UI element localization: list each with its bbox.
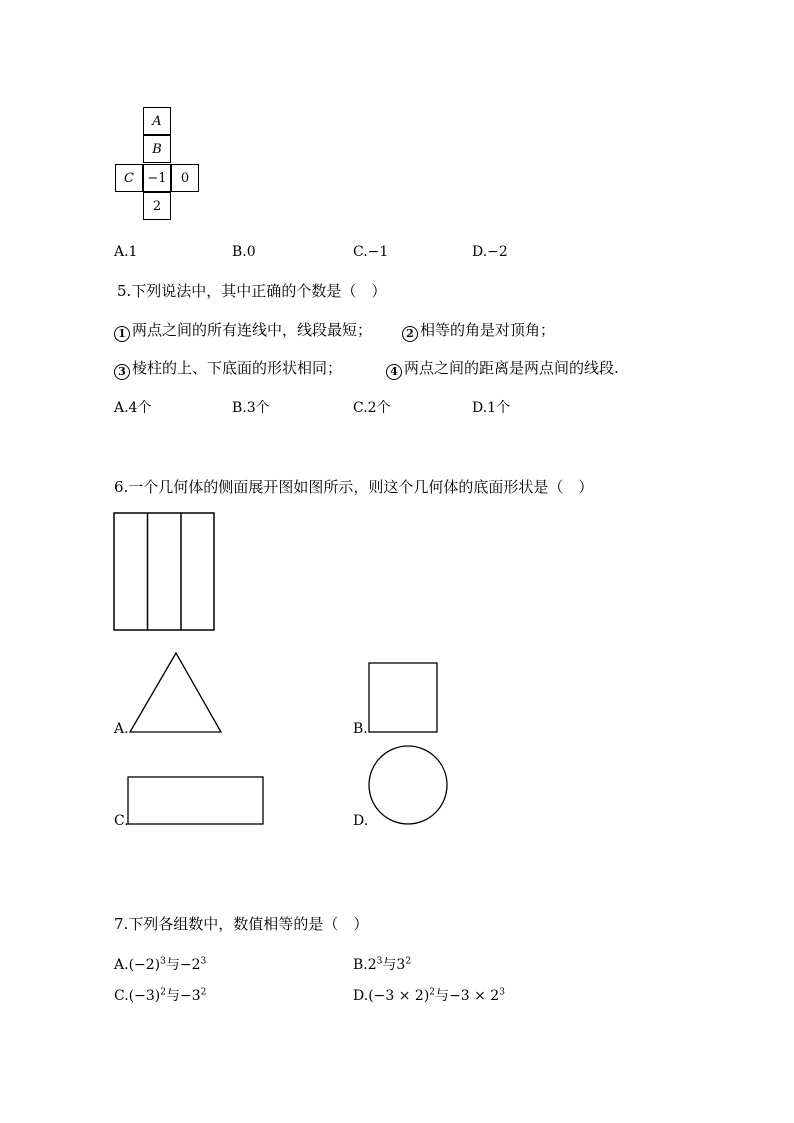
square-shape — [369, 663, 437, 732]
q4-option-d[interactable]: D.−2 — [472, 244, 508, 260]
q7-option-c[interactable] — [114, 987, 206, 1005]
q7-d-term2: 与−3 × 2 — [435, 988, 500, 1004]
net-cell-b: B — [143, 135, 171, 163]
lateral-net-outline — [114, 513, 214, 630]
q7-c-term2: 与−3 — [165, 988, 201, 1004]
net-cell-neg1: −1 — [143, 164, 171, 192]
q7-a-exp1: 3 — [160, 956, 166, 967]
q7-c-term1: (−3) — [128, 988, 161, 1004]
q6-stem: 6.一个几何体的侧面展开图如图所示，则这个几何体的底面形状是（ ） — [114, 478, 594, 496]
q6-option-c-label[interactable]: C. — [114, 813, 129, 829]
circled-number-1: 1 — [114, 326, 130, 342]
q7-b-exp2: 2 — [405, 956, 412, 967]
rectangle-shape — [128, 777, 263, 824]
q7-d-exp2: 3 — [499, 987, 505, 998]
circled-number-4: 4 — [386, 364, 402, 380]
q7-stem: 7.下列各组数中，数值相等的是（ ） — [114, 915, 369, 933]
triangle-shape — [130, 653, 221, 732]
q5-option-c[interactable]: C.2个 — [353, 400, 391, 416]
q5-statement-4-text: 两点之间的距离是两点间的线段. — [404, 359, 619, 377]
net-cell-2: 2 — [143, 192, 171, 220]
q6-option-d-label[interactable]: D. — [353, 813, 369, 829]
q4-option-a[interactable]: A.1 — [114, 244, 138, 260]
q7-option-d-label: D. — [353, 988, 369, 1004]
net-cell-a: A — [143, 107, 171, 135]
q5-statement-1-text: 两点之间的所有连线中，线段最短； — [132, 321, 373, 339]
q7-a-exp2: 3 — [200, 956, 207, 967]
circled-number-3: 3 — [114, 364, 130, 380]
q7-a-term2: 与−2 — [165, 957, 201, 973]
lateral-net-figure — [114, 513, 214, 630]
q7-option-a[interactable] — [114, 956, 206, 974]
circled-number-2: 2 — [402, 326, 418, 342]
q5-stem: 5.下列说法中，其中正确的个数是（ ） — [117, 282, 387, 300]
net-cell-0: 0 — [171, 164, 199, 192]
q7-d-term1: (−3 × 2) — [368, 988, 430, 1004]
q7-option-a-label: A. — [114, 957, 129, 973]
q7-b-term1: 2 — [367, 957, 377, 973]
q5-option-b[interactable]: B.3个 — [232, 400, 270, 416]
q7-a-term1: (−2) — [128, 957, 161, 973]
net-cell-c: C — [115, 164, 143, 192]
q7-option-d[interactable] — [353, 987, 505, 1005]
q7-option-b[interactable] — [353, 956, 411, 974]
q7-b-term2: 与3 — [382, 957, 406, 973]
q5-statement-3-text: 棱柱的上、下底面的形状相同； — [132, 359, 343, 377]
q7-c-exp1: 2 — [160, 987, 166, 998]
q5-option-d[interactable]: D.1个 — [472, 400, 511, 416]
q6-option-a-label[interactable]: A. — [114, 721, 129, 737]
q7-option-c-label: C. — [114, 988, 129, 1004]
q4-option-c[interactable]: C.−1 — [353, 244, 389, 260]
q7-d-exp1: 2 — [429, 987, 436, 998]
q6-option-b-label[interactable]: B. — [353, 721, 368, 737]
q5-option-a[interactable]: A.4个 — [114, 400, 152, 416]
q5-statement-2-text: 相等的角是对顶角； — [420, 321, 556, 339]
q4-option-b[interactable]: B.0 — [232, 244, 256, 260]
q7-b-exp1: 3 — [376, 956, 383, 967]
q7-c-exp2: 2 — [200, 987, 207, 998]
circle-shape — [369, 746, 447, 824]
q7-option-b-label: B. — [353, 957, 368, 973]
